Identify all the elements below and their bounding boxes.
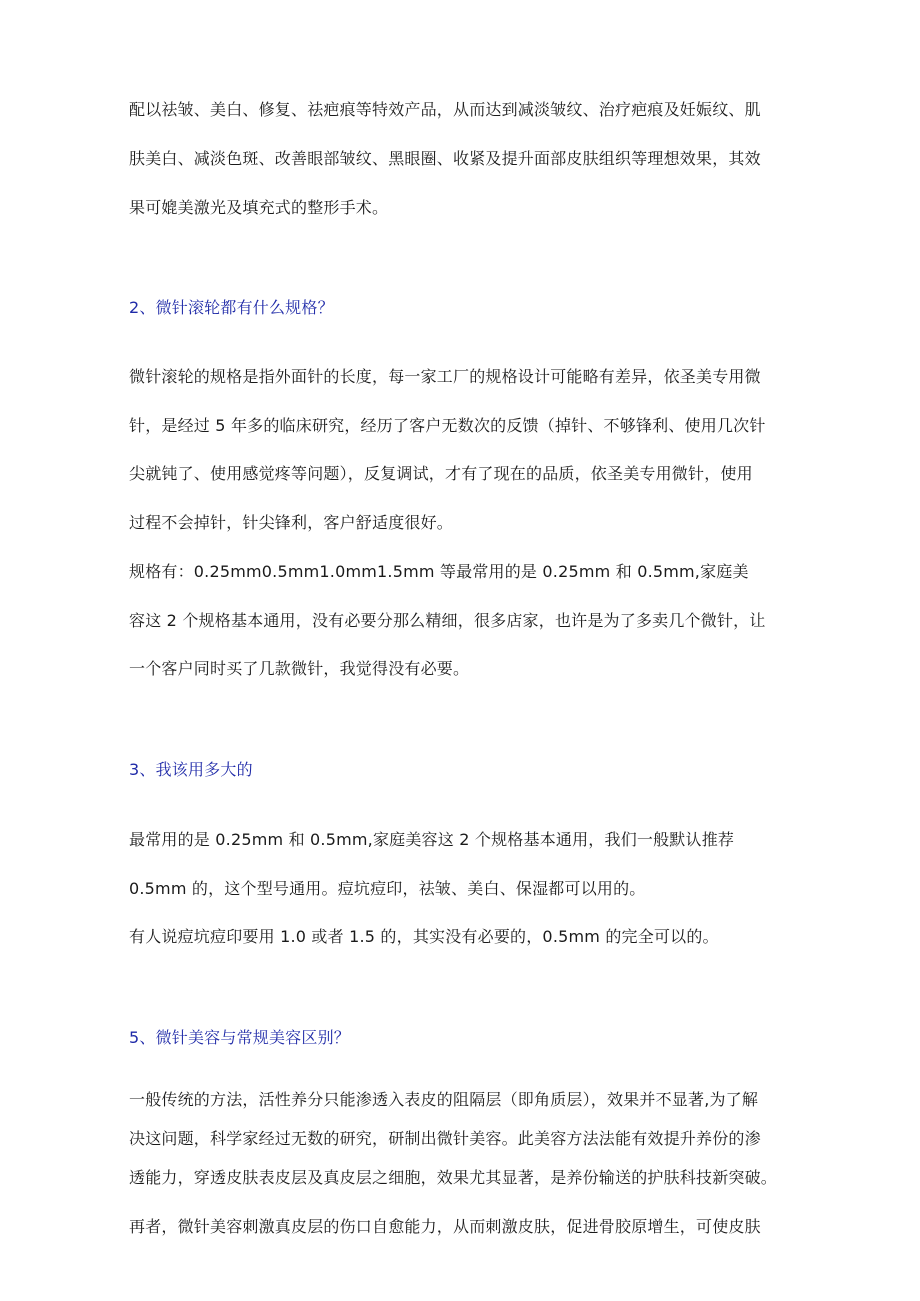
intro-line-3: 果可媲美激光及填充式的整形手术。 bbox=[129, 198, 389, 217]
section5-p1-line-3: 透能力，穿透皮肤表皮层及真皮层之细胞，效果尤其显著，是养份输送的护肤科技新突破。 bbox=[129, 1168, 778, 1187]
section2-p1-line-3: 尖就钝了、使用感觉疼等问题），反复调试，才有了现在的品质，依圣美专用微针，使用 bbox=[129, 464, 753, 483]
section2-p2-line-1: 规格有：0.25mm0.5mm1.0mm1.5mm 等最常用的是 0.25mm 和 0.5mm,家庭美 bbox=[129, 562, 749, 581]
section3-p2-line-1: 有人说痘坑痘印要用 1.0 或者 1.5 的，其实没有必要的，0.5mm 的完全可以的。 bbox=[129, 927, 719, 946]
section2-p1-line-4: 过程不会掉针，针尖锋利，客户舒适度很好。 bbox=[129, 513, 454, 532]
section2-p2-line-2: 容这 2 个规格基本通用，没有必要分那么精细，很多店家，也许是为了多卖几个微针，让 bbox=[129, 611, 766, 630]
section5-p1-line-1: 一般传统的方法，活性养分只能渗透入表皮的阻隔层（即角质层），效果并不显著,为了解 bbox=[129, 1090, 759, 1109]
intro-line-2: 肤美白、减淡色斑、改善眼部皱纹、黑眼圈、收紧及提升面部皮肤组织等理想效果，其效 bbox=[129, 149, 761, 168]
section3-p1-line-1: 最常用的是 0.25mm 和 0.5mm,家庭美容这 2 个规格基本通用，我们一般默认推荐 bbox=[129, 830, 735, 849]
section5-p2-line-1: 再者，微针美容刺激真皮层的伤口自愈能力，从而刺激皮肤，促进骨胶原增生，可使皮肤 bbox=[129, 1217, 761, 1236]
intro-line-1: 配以祛皱、美白、修复、祛疤痕等特效产品，从而达到减淡皱纹、治疗疤痕及妊娠纹、肌 bbox=[129, 100, 761, 119]
section2-p1-line-1: 微针滚轮的规格是指外面针的长度，每一家工厂的规格设计可能略有差异，依圣美专用微 bbox=[129, 367, 761, 386]
section5-heading: 5、微针美容与常规美容区别？ bbox=[129, 1028, 350, 1047]
section2-heading: 2、微针滚轮都有什么规格？ bbox=[129, 298, 334, 317]
section5-p1-line-2: 决这问题，科学家经过无数的研究，研制出微针美容。此美容方法法能有效提升养份的渗 bbox=[129, 1129, 761, 1148]
section2-p1-line-2: 针，是经过 5 年多的临床研究，经历了客户无数次的反馈（掉针、不够锋利、使用几次针 bbox=[129, 416, 766, 435]
section3-p1-line-2: 0.5mm 的，这个型号通用。痘坑痘印，祛皱、美白、保湿都可以用的。 bbox=[129, 879, 646, 898]
section3-heading: 3、我该用多大的 bbox=[129, 760, 253, 779]
section2-p2-line-3: 一个客户同时买了几款微针，我觉得没有必要。 bbox=[129, 659, 470, 678]
